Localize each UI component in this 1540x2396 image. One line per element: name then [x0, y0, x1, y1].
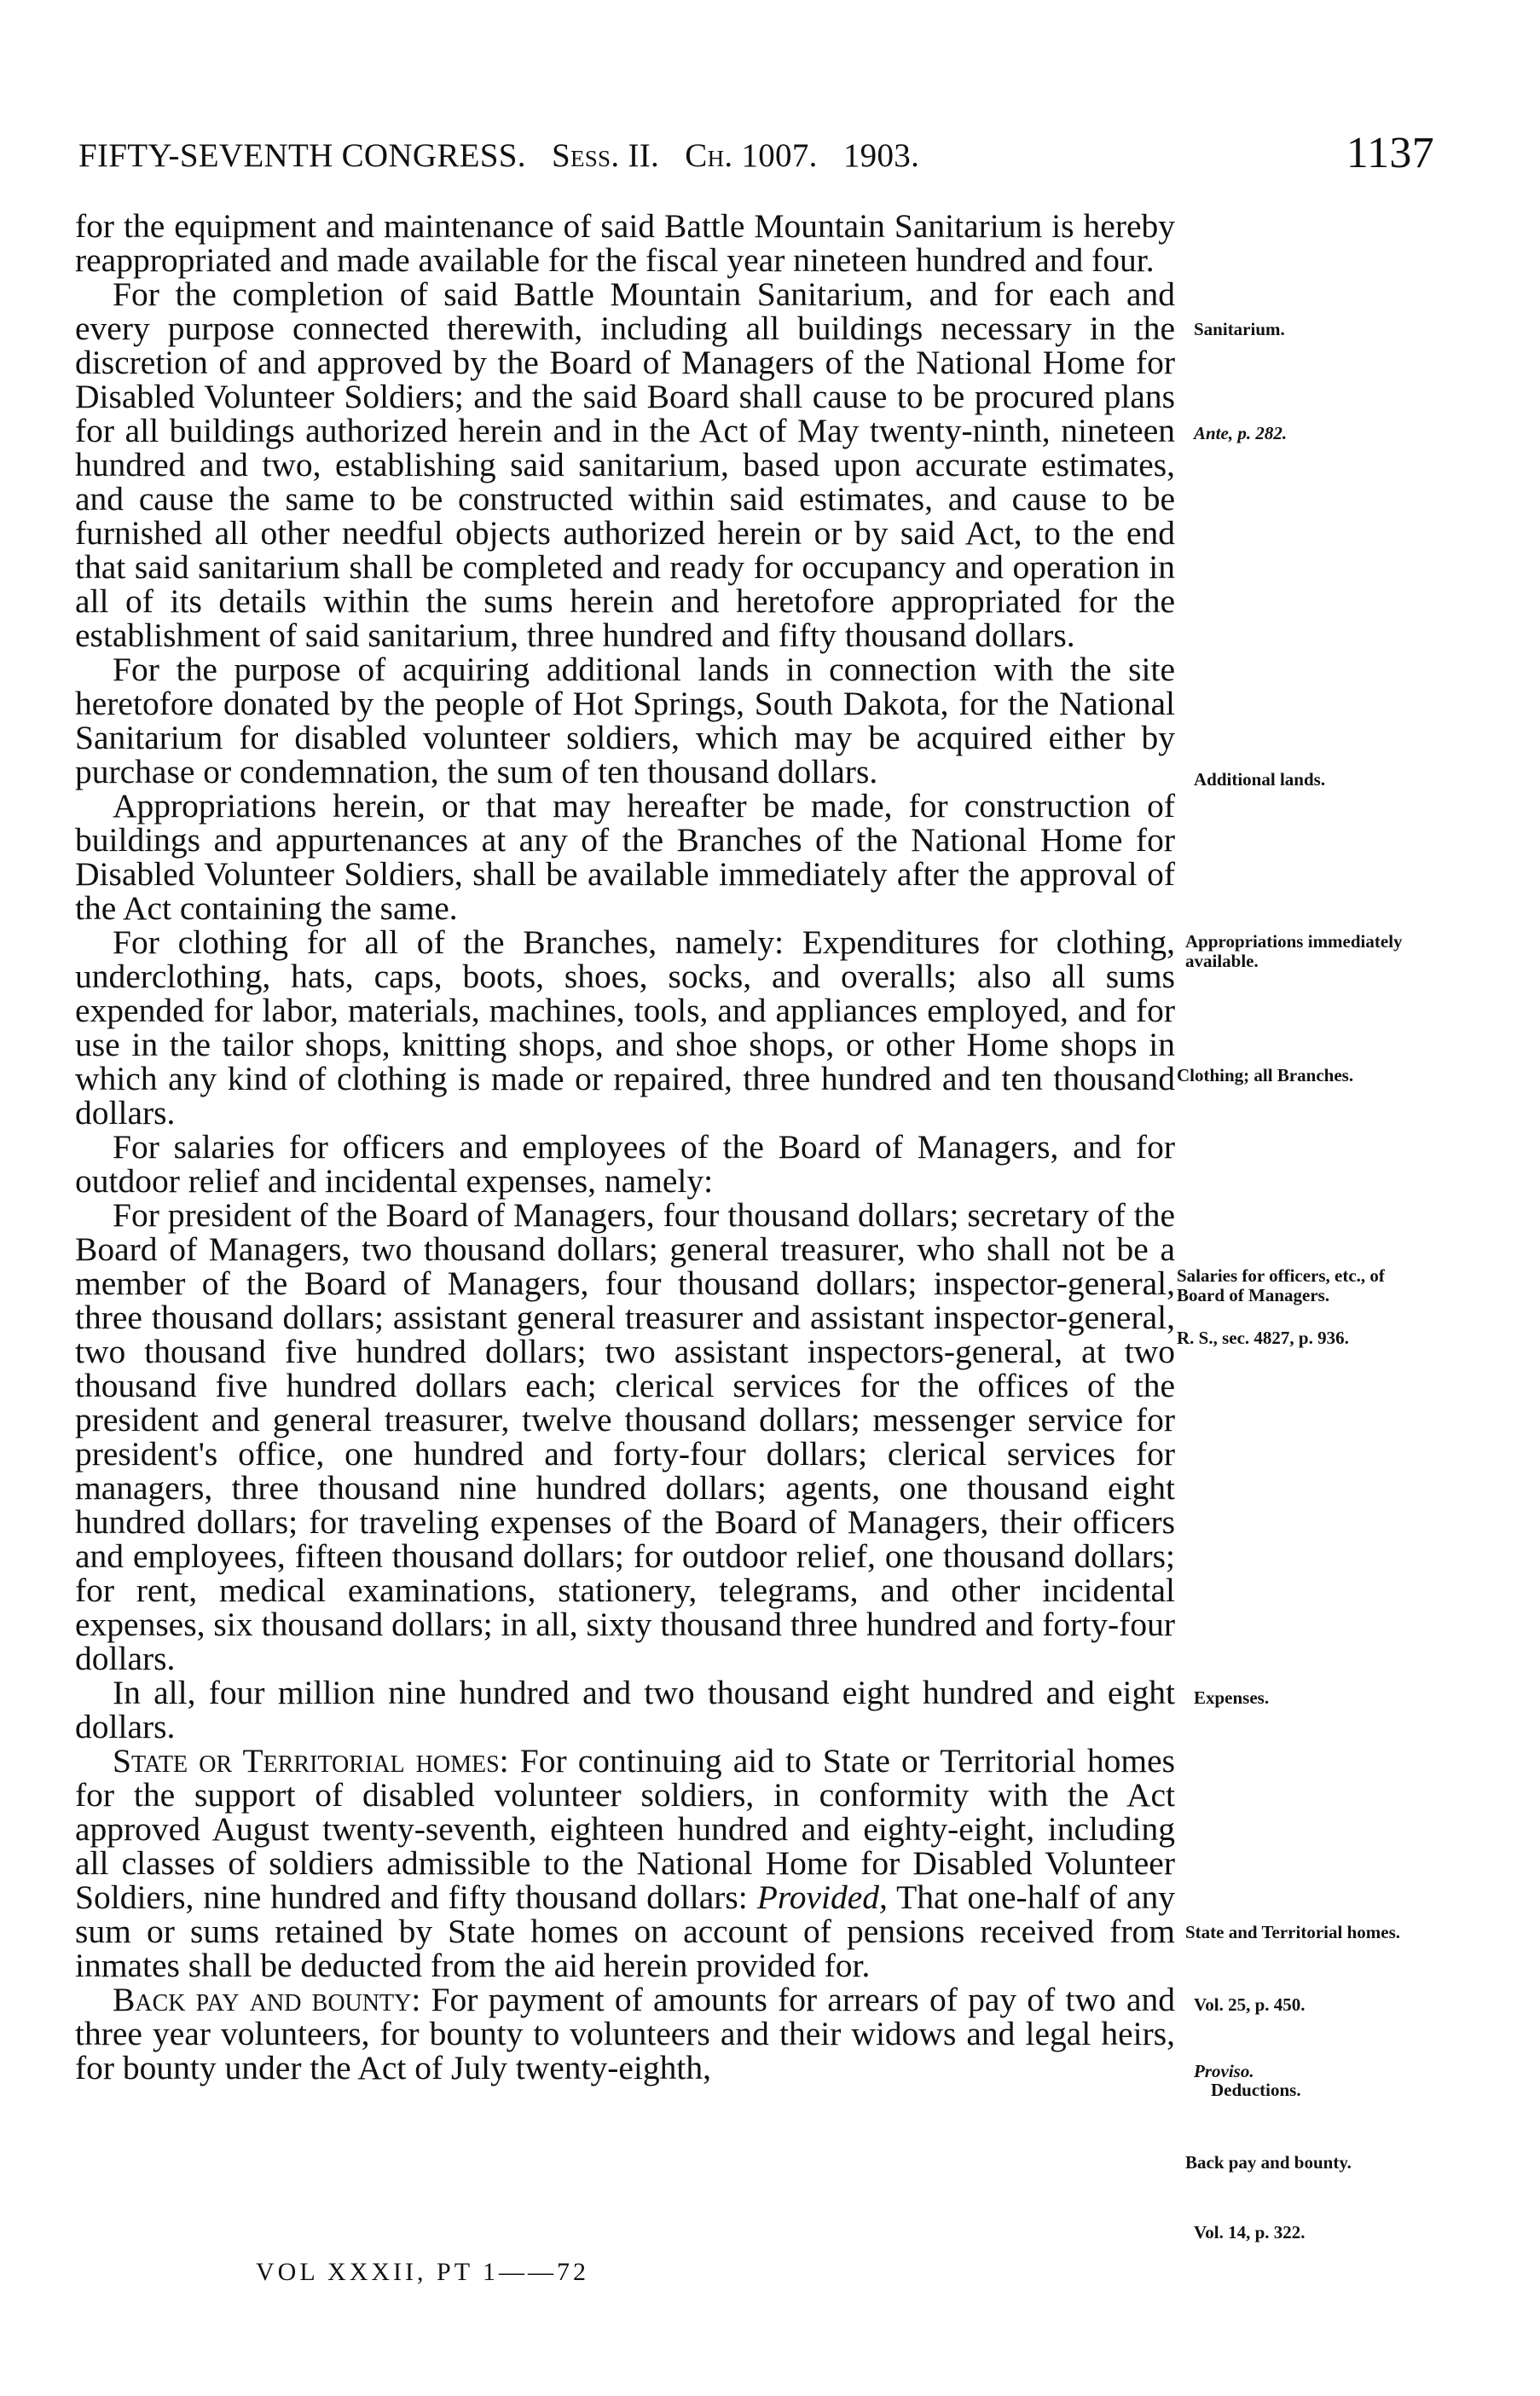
body-text: [75, 209, 1175, 2085]
proviso-text: That one-half of any sum or sums retained by State homes on account of pensions received from inmates shall be deducted from the aid herein provided for.: [75, 1878, 1175, 1984]
paragraph-7: For president of the Board of Managers, four thousand dollars; secretary of the Board of Managers, two thousand dollars; general treasurer, who shall not be a member of the Board of Managers, four thousand dollars; inspector-general, three thousand dollars; assistant general treasurer and assistant inspector-general, two thousand five hundred dollars; two assistant inspectors-general, at two thousand five hundred dollars each; clerical services for the offices of the president and general treasurer, twelve thousand dollars; messenger service for president's office, one hundred and forty-four dollars; clerical services for managers, three thousand nine hundred dollars; agents, one thousand eight hundred dollars; for traveling expenses of the Board of Managers, their officers and employees, fifteen thousand dollars; for outdoor relief, one thousand dollars; for rent, medical examinations, stationery, telegrams, and other incidental expenses, six thousand dollars; in all, sixty thousand three hundred and forty-four dollars.: [75, 1196, 1175, 1677]
margin-note-appropriations: Appropriations immediately available.: [1185, 931, 1403, 971]
margin-note-rs: R. S., sec. 4827, p. 936.: [1177, 1328, 1349, 1348]
page-number: 1137: [1346, 129, 1434, 177]
state-homes-text: For continuing aid to State or Territorial homes for the support of disabled volunteer soldiers, in conformity with the Act approved August twenty-seventh, eighteen hundred and eighty-eight, including all classes of soldiers admissible to the National Home for Disabled Volunteer Soldiers, nine hundred and fifty thousand dollars:: [75, 1742, 1176, 1916]
paragraph-8: In all, four million nine hundred and two thousand eight hundred and eight dollars.: [75, 1674, 1175, 1745]
back-pay-text: For payment of amounts for arrears of pay of two and three year volunteers, for bounty to volunteers and their widows and legal heirs, for bounty under the Act of July twenty-eighth,: [75, 1981, 1176, 2086]
margin-note-state-homes: State and Territorial homes.: [1185, 1922, 1400, 1942]
margin-note-proviso: [1194, 2062, 1475, 2081]
margin-note-vol14: Vol. 14, p. 322.: [1194, 2222, 1306, 2243]
margin-note-additional-lands: Additional lands.: [1194, 769, 1326, 790]
paragraph-10: [75, 1982, 1175, 2085]
margin-note-clothing: Clothing; all Branches.: [1177, 1065, 1354, 1085]
margin-note-ante: [1194, 424, 1475, 443]
margin-note-back-pay: Back pay and bounty.: [1185, 2152, 1352, 2173]
paragraph-1: for the equipment and maintenance of said Battle Mountain Sanitarium is hereby reappropriated and made available for the fiscal year nineteen hundred and four.: [75, 207, 1175, 279]
paragraph-6: For salaries for officers and employees of the Board of Managers, and for outdoor relief and incidental expenses, namely:: [75, 1128, 1175, 1200]
ante-citation: Ante, p. 282.: [1194, 423, 1288, 443]
header-year: 1903.: [842, 137, 920, 174]
margin-note-deductions: Deductions.: [1211, 2080, 1301, 2100]
header-congress: FIFTY-SEVENTH CONGRESS.: [78, 137, 526, 174]
paragraph-4: Appropriations herein, or that may hereafter be made, for construction of buildings and appurtenances at any of the Branches of the National Home for Disabled Volunteer Soldiers, shall be available immediately after the approval of the Act containing the same.: [75, 787, 1175, 927]
signature-mark: VOL XXXII, PT 1——72: [256, 2258, 589, 2286]
proviso-word: Provided,: [756, 1878, 888, 1916]
margin-note-sanitarium: Sanitarium.: [1194, 319, 1285, 339]
proviso-note: Proviso.: [1194, 2061, 1254, 2081]
margin-note-expenses: Expenses.: [1194, 1687, 1270, 1708]
paragraph-2: For the completion of said Battle Mountain Sanitarium, and for each and every purpose connected therewith, including all buildings necessary in the discretion of and approved by the Board of Managers of the National Home for Disabled Volunteer Soldiers; and the said Board shall cause to be procured plans for all buildings authorized herein and in the Act of May twenty-ninth, nineteen hundred and two, establishing said sanitarium, based upon accurate estimates, and cause the same to be constructed within said estimates, and cause to be furnished all other needful objects authorized herein or by said Act, to the end that said sanitarium shall be completed and ready for occupancy and operation in all of its details within the sums herein and heretofore appropriated for the establishment of said sanitarium, three hundred and fifty thousand dollars.: [75, 275, 1175, 654]
state-homes-heading: State or Territorial homes:: [113, 1742, 509, 1780]
header-chapter: Ch. 1007.: [685, 137, 818, 174]
margin-note-salaries: Salaries for officers, etc., of Board of Managers.: [1177, 1265, 1385, 1305]
margin-note-vol25: Vol. 25, p. 450.: [1194, 1994, 1306, 2015]
back-pay-heading: Back pay and bounty:: [113, 1981, 421, 2018]
paragraph-5: For clothing for all of the Branches, namely: Expenditures for clothing, underclothing, hats, caps, boots, shoes, socks, and overalls; also all sums expended for labor, materials, machines, tools, and appliances employed, and for use in the tailor shops, knitting shops, and shoe shops, or other Home shops in which any kind of clothing is made or repaired, three hundred and ten thousand dollars.: [75, 923, 1175, 1131]
header-session: Sess. II.: [551, 137, 660, 174]
running-header: [78, 128, 1434, 188]
paragraph-3: For the purpose of acquiring additional lands in connection with the site heretofore donated by the people of Hot Springs, South Dakota, for the National Sanitarium for disabled volunteer soldiers, which may be acquired either by purchase or condemnation, the sum of ten thousand dollars.: [75, 651, 1175, 790]
paragraph-9: [75, 1744, 1175, 1982]
header-citation: [78, 136, 919, 175]
